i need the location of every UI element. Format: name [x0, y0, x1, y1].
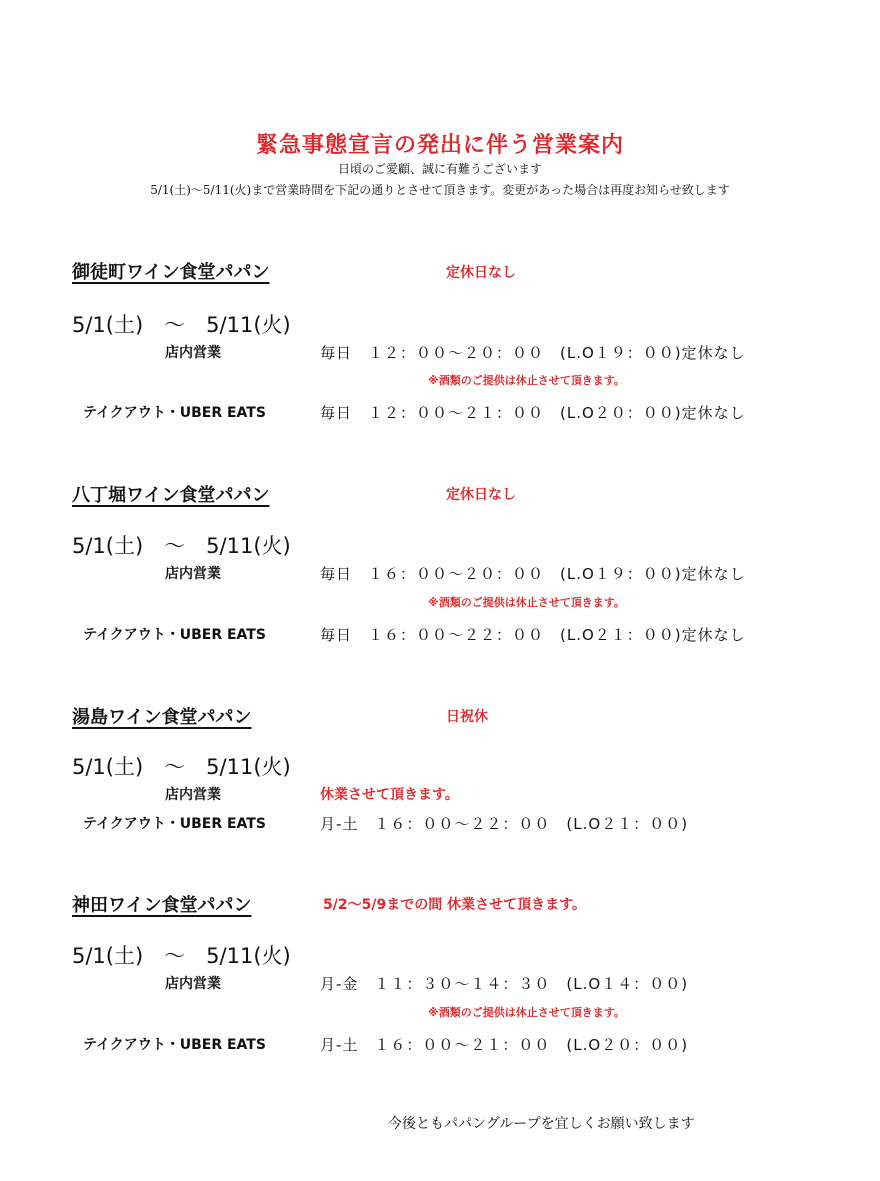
takeout-schedule: 毎日 １２：００～２１：００ (L.O２０：００)定休なし [320, 404, 746, 422]
store-note: 定休日なし [446, 265, 516, 281]
takeout-schedule: 毎日 １６：００～２２：００ (L.O２１：００)定休なし [320, 626, 746, 644]
store-note: 5/2～5/9までの間 休業させて頂きます。 [323, 897, 586, 913]
store-period: 5/1(土) ～ 5/11(火) [72, 755, 291, 779]
takeout-label: テイクアウト・UBER EATS [83, 627, 266, 643]
notice-title: 緊急事態宣言の発出に伴う営業案内 [255, 132, 624, 158]
dine-in-label: 店内営業 [165, 566, 221, 582]
takeout-schedule: 月-土 １６：００～２１：００ (L.O２０：００) [320, 1036, 689, 1054]
dine-in-schedule: 月-金 １１：３０～１４：３０ (L.O１４：００) [320, 975, 689, 993]
store-note: 定休日なし [446, 487, 516, 503]
store-note: 日祝休 [446, 709, 488, 725]
dine-in-schedule: 毎日 １６：００～２０：００ (L.O１９：００)定休なし [320, 565, 746, 583]
store-name: 神田ワイン食堂パパン [72, 895, 252, 916]
dine-in-closed-notice: 休業させて頂きます。 [320, 787, 459, 803]
store-name: 御徒町ワイン食堂パパン [72, 262, 270, 283]
store-period: 5/1(土) ～ 5/11(火) [72, 534, 291, 558]
store-period: 5/1(土) ～ 5/11(火) [72, 944, 291, 968]
period-notice-line: 5/1(土)～5/11(火)まで営業時間を下記の通りとさせて頂きます。変更があった場合は再度お知らせ致します [150, 183, 730, 197]
dine-in-schedule: 毎日 １２：００～２０：００ (L.O１９：００)定休なし [320, 344, 746, 362]
store-name: 八丁堀ワイン食堂パパン [72, 485, 270, 506]
dine-in-label: 店内営業 [165, 976, 221, 992]
takeout-label: テイクアウト・UBER EATS [83, 1037, 266, 1053]
greeting-line: 日頃のご愛顧、誠に有難うございます [337, 162, 542, 176]
store-period: 5/1(土) ～ 5/11(火) [72, 313, 291, 337]
dine-in-label: 店内営業 [165, 345, 221, 361]
store-name: 湯島ワイン食堂パパン [72, 707, 252, 728]
alcohol-warning: ※酒類のご提供は休止させて頂きます。 [428, 374, 625, 387]
dine-in-label: 店内営業 [165, 787, 221, 803]
takeout-schedule: 月-土 １６：００～２２：００ (L.O２１：００) [320, 815, 689, 833]
closing-message: 今後ともパパングループを宜しくお願い致します [388, 1116, 695, 1132]
alcohol-warning: ※酒類のご提供は休止させて頂きます。 [428, 1006, 625, 1019]
alcohol-warning: ※酒類のご提供は休止させて頂きます。 [428, 596, 625, 609]
takeout-label: テイクアウト・UBER EATS [83, 816, 266, 832]
takeout-label: テイクアウト・UBER EATS [83, 405, 266, 421]
